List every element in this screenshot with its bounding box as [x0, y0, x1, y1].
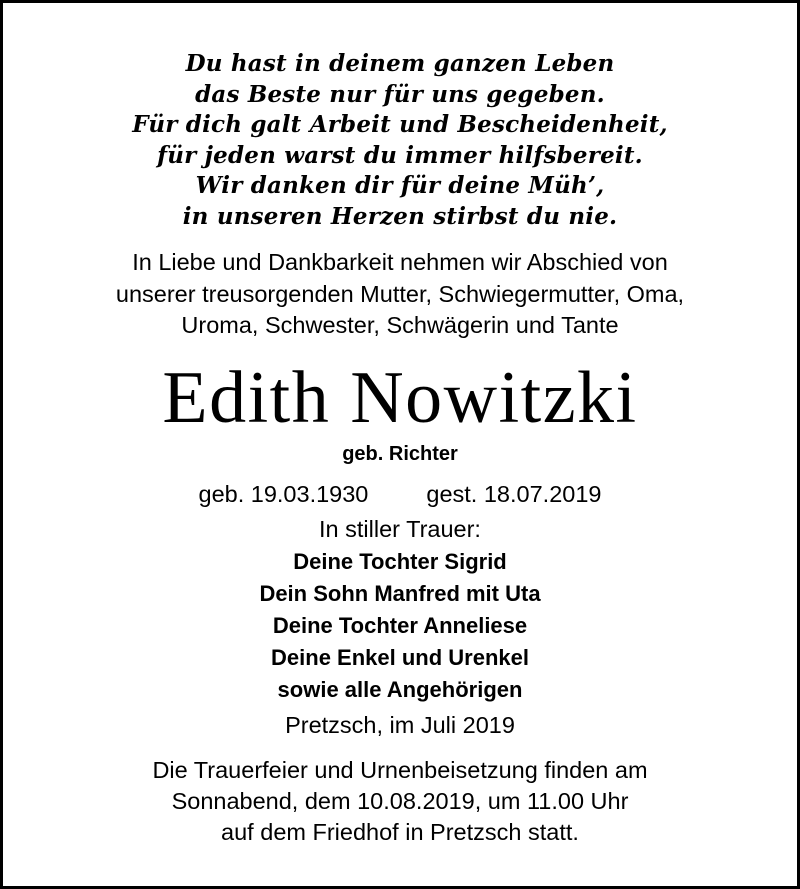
place-and-date: Pretzsch, im Juli 2019: [285, 712, 515, 738]
poem-line: das Beste nur für uns gegeben.: [195, 80, 605, 108]
mourner-item: Dein Sohn Manfred mit Uta: [259, 581, 541, 606]
deceased-name: Edith Nowitzki: [162, 357, 638, 439]
farewell-intro: [3, 247, 797, 342]
poem-line: in unseren Herzen stirbst du nie.: [182, 202, 618, 230]
memorial-poem: [3, 49, 797, 233]
intro-line: Uroma, Schwester, Schwägerin und Tante: [181, 312, 619, 338]
poem-line: Wir danken dir für deine Müh’,: [195, 172, 605, 200]
funeral-line: auf dem Friedhof in Pretzsch statt.: [221, 819, 579, 845]
intro-line: unserer treusorgenden Mutter, Schwiegermutter, Oma,: [115, 280, 685, 307]
funeral-line: Die Trauerfeier und Urnenbeisetzung finden am: [152, 757, 648, 783]
maiden-name: geb. Richter: [342, 443, 458, 465]
mourner-item: Deine Tochter Anneliese: [272, 613, 528, 638]
mourner-item: sowie alle Angehörigen: [277, 677, 523, 702]
death-date: gest. 18.07.2019: [426, 481, 602, 507]
intro-line: In Liebe und Dankbarkeit nehmen wir Abschied von: [132, 249, 668, 275]
poem-line: für jeden warst du immer hilfsbereit.: [157, 141, 643, 169]
poem-line: Für dich galt Arbeit und Bescheidenheit,: [132, 111, 668, 139]
life-dates: [3, 478, 797, 510]
obituary-content: [3, 3, 797, 886]
funeral-line: Sonnabend, dem 10.08.2019, um 11.00 Uhr: [171, 788, 629, 814]
poem-line: Du hast in deinem ganzen Leben: [185, 50, 615, 77]
birth-date: geb. 19.03.1930: [198, 481, 369, 507]
mourner-item: Deine Tochter Sigrid: [293, 549, 507, 574]
mourning-intro: In stiller Trauer:: [319, 516, 481, 542]
funeral-details: [3, 755, 797, 848]
mourners-list: [3, 546, 797, 706]
mourner-item: Deine Enkel und Urenkel: [271, 645, 529, 670]
